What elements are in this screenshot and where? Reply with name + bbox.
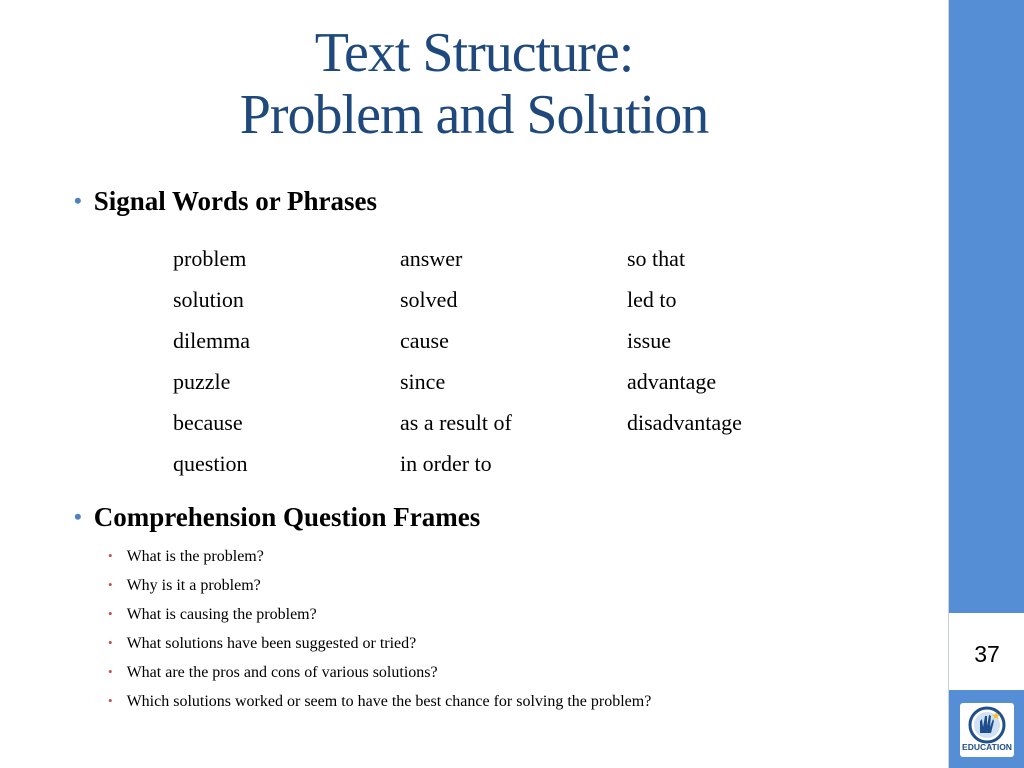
frames-heading-text: Comprehension Question Frames — [93, 502, 481, 532]
signal-word: problem — [173, 246, 247, 271]
signal-row — [173, 279, 854, 320]
list-item — [108, 542, 651, 571]
bullet-icon: • — [74, 188, 82, 213]
signal-word: advantage — [627, 369, 717, 394]
question-frame: What is causing the problem? — [126, 606, 317, 623]
question-frame: What solutions have been suggested or tried? — [126, 635, 417, 652]
question-frame: Which solutions worked or seem to have the best chance for solving the problem? — [126, 693, 652, 710]
signal-words-heading-text: Signal Words or Phrases — [93, 186, 378, 216]
question-frames-list — [108, 542, 651, 716]
signal-word: answer — [400, 246, 463, 271]
signal-word: disadvantage — [627, 410, 742, 435]
signal-word: issue — [627, 328, 671, 353]
signal-word — [627, 443, 854, 484]
signal-word: so that — [627, 246, 686, 271]
signal-row — [173, 402, 854, 443]
signal-word: puzzle — [173, 369, 231, 394]
slide-title — [0, 22, 948, 146]
signal-word: dilemma — [173, 328, 250, 353]
question-frame: What are the pros and cons of various solutions? — [126, 664, 438, 681]
bullet-icon: • — [108, 577, 113, 592]
logo-text: EDUCATION — [962, 742, 1012, 752]
signal-word: since — [400, 369, 446, 394]
list-item — [108, 687, 651, 716]
signal-word: as a result of — [400, 410, 512, 435]
bullet-icon: • — [108, 693, 113, 708]
signal-word: cause — [400, 328, 449, 353]
title-line-1: Text Structure: — [314, 22, 634, 84]
signal-word: led to — [627, 287, 677, 312]
signal-word: because — [173, 410, 243, 435]
page-number: 37 — [974, 641, 1000, 667]
signal-word: solved — [400, 287, 458, 312]
signal-row — [173, 443, 854, 484]
bullet-icon: • — [108, 606, 113, 621]
question-frame: What is the problem? — [126, 548, 264, 565]
signal-row — [173, 320, 854, 361]
bullet-icon: • — [108, 635, 113, 650]
frames-heading — [74, 502, 480, 533]
sidebar — [948, 0, 1024, 768]
sidebar-blue-bar — [949, 0, 1024, 613]
signal-word: solution — [173, 287, 244, 312]
bullet-icon: • — [108, 664, 113, 679]
question-frame: Why is it a problem? — [126, 577, 261, 594]
list-item — [108, 629, 651, 658]
bullet-icon: • — [108, 548, 113, 563]
title-line-2: Problem and Solution — [239, 84, 709, 146]
education-logo-icon — [960, 703, 1014, 757]
signal-row — [173, 361, 854, 402]
list-item — [108, 571, 651, 600]
list-item — [108, 600, 651, 629]
signal-words-heading — [74, 186, 377, 217]
signal-word: in order to — [400, 451, 492, 476]
bullet-icon: • — [74, 504, 82, 529]
list-item — [108, 658, 651, 687]
signal-row — [173, 238, 854, 279]
signal-words-grid — [173, 238, 854, 484]
signal-word: question — [173, 451, 248, 476]
